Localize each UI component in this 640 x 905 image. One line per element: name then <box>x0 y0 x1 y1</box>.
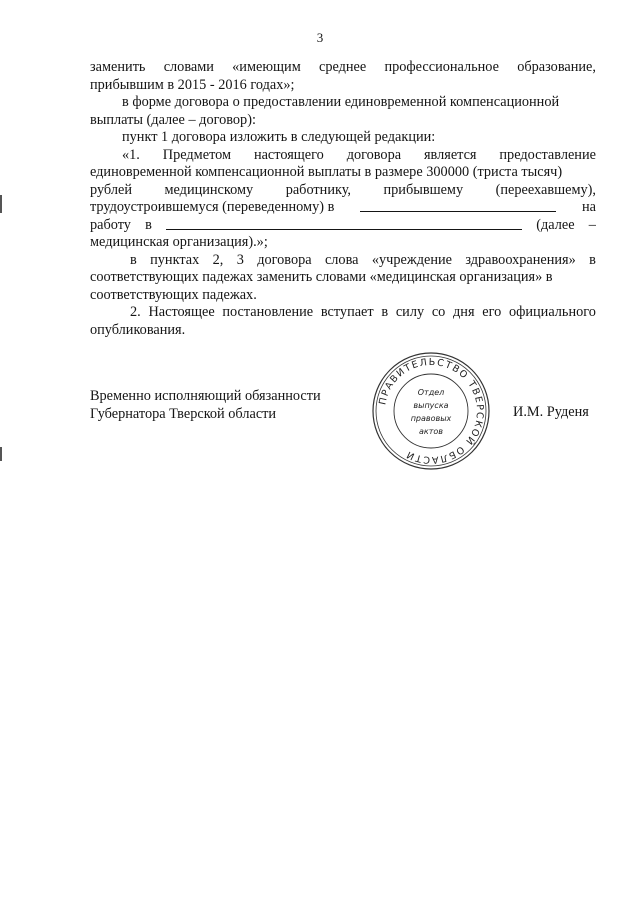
fill-in-blank-line <box>360 199 556 212</box>
body-line-4: выплаты (далее – договор): <box>90 111 256 128</box>
fill-in-blank-line <box>166 217 522 230</box>
stamp-center-line-3: правовых <box>410 414 452 423</box>
signatory-name: И.М. Руденя <box>513 404 589 420</box>
page-number: 3 <box>316 30 324 45</box>
stamp-center-line-1: Отдел <box>417 388 445 397</box>
body-line-5: пункт 1 договора изложить в следующей редакции: <box>122 129 436 145</box>
body-line-1: заменить словами «имеющим среднее профессиональное образование, <box>90 59 596 75</box>
left-margin-mark <box>0 195 2 213</box>
body-line-3: в форме договора о предоставлении единовременной компенсационной <box>122 94 560 110</box>
official-stamp <box>367 351 495 471</box>
body-line-14: соответствующих падежах. <box>90 286 257 303</box>
left-margin-mark <box>0 447 2 461</box>
stamp-center-line-2: выпуска <box>413 401 449 410</box>
body-line-10: работу в (далее – <box>90 216 596 233</box>
body-line-16: опубликования. <box>90 321 186 338</box>
signatory-position-line-2: Губернатора Тверской области <box>90 406 277 422</box>
body-line-9: трудоустроившемуся (переведенному) в на <box>90 199 596 215</box>
signatory-position <box>90 387 321 423</box>
body-line-8: рублей медицинскому работнику, прибывшему (переехавшему), <box>90 181 596 198</box>
decree-body <box>90 59 596 339</box>
stamp-ring-text: ПРАВИТЕЛЬСТВО ТВЕРСКОЙ ОБЛАСТИ <box>377 356 486 466</box>
body-line-12: в пунктах 2, 3 договора слова «учреждение здравоохранения» в <box>130 251 596 268</box>
body-line-6: «1. Предметом настоящего договора является предоставление <box>122 146 596 163</box>
body-line-15: 2. Настоящее постановление вступает в силу со дня его официального <box>130 304 596 320</box>
body-line-2: прибывшим в 2015 - 2016 годах»; <box>90 76 295 93</box>
body-line-13: соответствующих падежах заменить словами «медицинская организация» в <box>90 269 553 285</box>
body-line-11: медицинская организация).»; <box>90 234 268 250</box>
body-line-7: единовременной компенсационной выплаты в размере 300000 (триста тысяч) <box>90 164 563 180</box>
signatory-position-line-1: Временно исполняющий обязанности <box>90 388 321 404</box>
stamp-center-line-4: актов <box>418 427 444 436</box>
svg-text:ПРАВИТЕЛЬСТВО ТВЕРСКОЙ ОБЛАСТИ <box>377 357 485 465</box>
